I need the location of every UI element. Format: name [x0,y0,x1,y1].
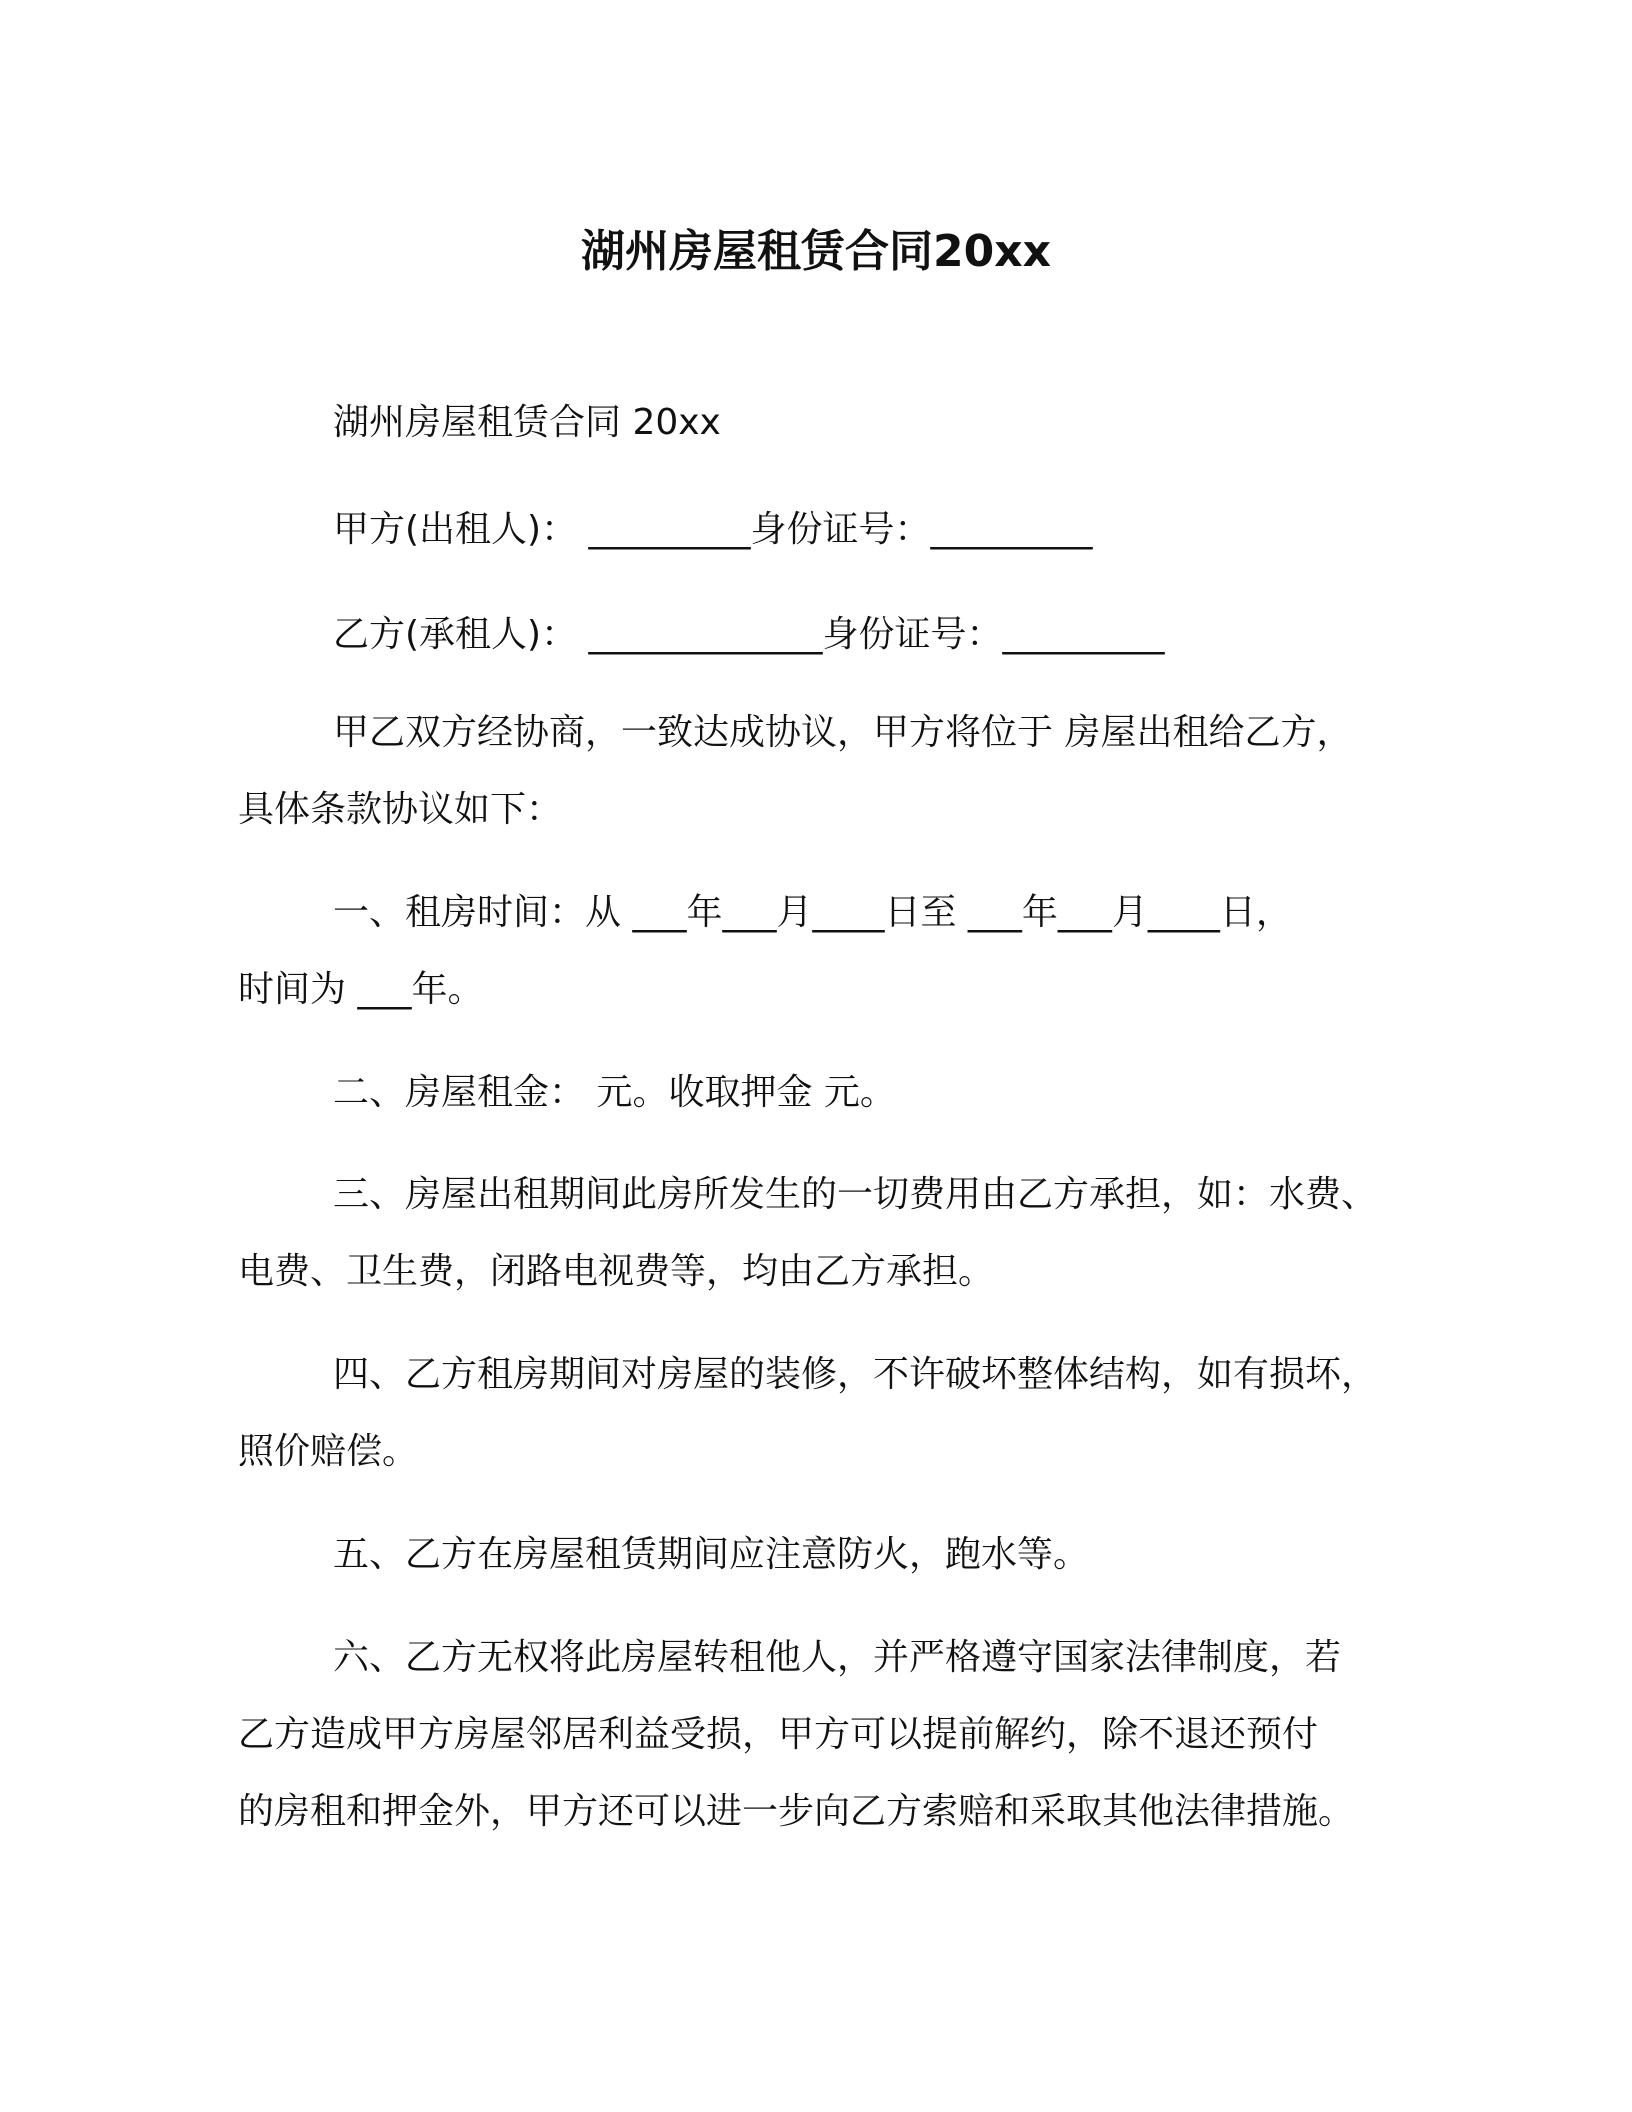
clause-2-line-1: 二、房屋租金： 元。收取押金 元。 [333,1072,896,1113]
party-a-line: 甲方(出租人)： _________身份证号：_________ [333,509,1093,550]
clause-1-line-2: 时间为 ___年。 [238,969,484,1010]
clause-3-line-2: 电费、卫生费，闭路电视费等，均由乙方承担。 [238,1251,995,1292]
clause-5-line-1: 五、乙方在房屋租赁期间应注意防火，跑水等。 [333,1534,1090,1575]
clause-4-line-2: 照价赔偿。 [238,1431,419,1472]
intro-line-1: 甲乙双方经协商，一致达成协议，甲方将位于 房屋出租给乙方， [333,712,1353,753]
clause-4-line-1: 四、乙方租房期间对房屋的装修，不许破坏整体结构，如有损坏， [333,1354,1378,1395]
clause-6-line-3: 的房租和押金外，甲方还可以进一步向乙方索赔和采取其他法律措施。 [238,1791,1355,1832]
document-subtitle: 湖州房屋租赁合同 20xx [333,402,721,443]
clause-1-line-1: 一、租房时间：从 ___年___月____日至 ___年___月____日， [333,892,1292,933]
intro-line-2: 具体条款协议如下： [238,789,563,830]
document-title: 湖州房屋租赁合同20xx [581,226,1051,277]
clause-6-line-2: 乙方造成甲方房屋邻居利益受损，甲方可以提前解约，除不退还预付 [238,1714,1319,1755]
clause-3-line-1: 三、房屋出租期间此房所发生的一切费用由乙方承担，如：水费、 [333,1174,1378,1215]
party-b-line: 乙方(承租人)： _____________身份证号：_________ [333,614,1165,655]
clause-6-line-1: 六、乙方无权将此房屋转租他人，并严格遵守国家法律制度，若 [333,1637,1342,1678]
